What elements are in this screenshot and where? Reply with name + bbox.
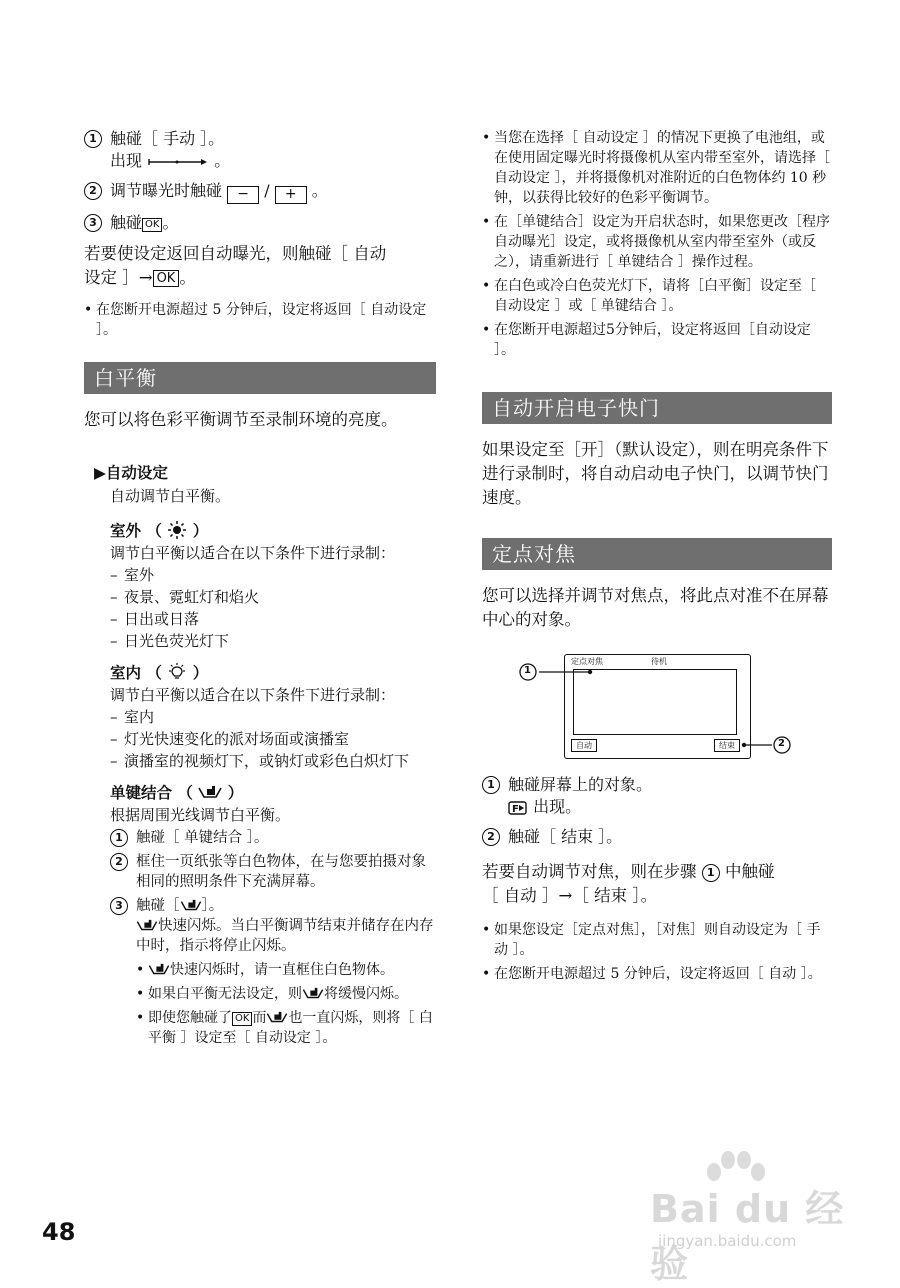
note-bullet: • 在您断开电源超过 5 分钟后，设定将返回［ 自动 ］。 [482,964,832,984]
step-sub-post: 。 [214,151,231,170]
flash-desc [110,916,436,956]
spot-step-1 [482,774,832,818]
one-push-icon [136,919,158,933]
onepush-head [110,782,436,804]
return-text-2: 设定 ］ [84,268,139,287]
wb-suboptions [94,520,436,1048]
spot-return-1: 若要自动调节对焦，则在步骤 [482,862,697,881]
watermark-url: jingyan.baidu.com [658,1232,797,1250]
indoor-label: 室内 （ [110,664,162,682]
spot-text: 您可以选择并调节对焦点，将此点对准不在屏幕中心的对象。 [482,586,829,629]
outdoor-item: – 日出或日落 [110,608,436,630]
step-post: 。 [162,213,179,232]
minus-button-icon: − [227,186,259,204]
section-white-balance: 白平衡 [84,362,436,394]
sub-bullet-pre: 如果白平衡无法设定，则 [148,986,302,1002]
outdoor-head [110,520,436,542]
sub-bullet [136,984,436,1004]
note-bullet: • 在［单键结合］设定为开启状态时，如果您更改［程序自动曝光］设定，或将摄像机从室内带至室外（或反之），请重新进行［ 单键结合 ］操作过程。 [482,212,832,272]
indoor-desc: 调节白平衡以适合在以下条件下进行录制： [110,686,396,704]
note-bullet: • 当您在选择［ 自动设定 ］的情况下更换了电池组，或在使用固定曝光时将摄像机从室内带至室外，请选择［ 自动设定 ］，并将摄像机对准附近的白色物体约 10 秒钟，以获得比较好的色彩平衡调节。 [482,128,832,208]
indoor-item: – 灯光快速变化的派对场面或演播室 [110,728,436,750]
sub-bullet-mid: 而 [252,1010,267,1026]
page-number: 48 [42,1218,76,1246]
baidu-watermark [640,1150,850,1286]
ok-button-icon: OK [142,218,162,232]
svg-text:F: F [512,804,519,815]
screen-status: 待机 [651,657,667,666]
onepush-subbullets [110,960,436,1048]
power-note: • 在您断开电源超过 5 分钟后，设定将返回［ 自动设定 ］。 [84,300,436,340]
one-push-icon [148,963,170,977]
spot-focus-icon [508,801,528,815]
ok-button-icon: OK [232,1012,252,1026]
step-sub-text: 出现 [110,151,143,170]
return-text-post: 。 [179,268,196,287]
sun-icon [167,521,187,539]
one-push-icon [266,1011,288,1025]
step-number: 2 [84,182,102,200]
sub-bullet [136,1008,436,1048]
spot-return-2: 中触碰 [725,862,775,881]
sub-bullet-text: 快速闪烁时，请一直框住白色物体。 [170,962,394,978]
outdoor-desc: 调节白平衡以适合在以下条件下进行录制： [110,544,396,562]
step-text: 触碰屏幕上的对象。 [508,775,653,794]
flash-text: 快速闪烁。当白平衡调节结束并储存在内存中时，指示将停止闪烁。 [136,918,434,954]
step-number: 2 [110,853,128,871]
step-text: 触碰［ 单键结合 ］。 [136,830,269,846]
arrow-right-icon: → [138,268,153,287]
step-text: 框住一页纸张等白色物体，在与您要拍摄对象相同的照明条件下充满屏幕。 [136,854,426,890]
outdoor-label: 室外 （ [110,522,162,540]
one-push-icon [302,987,324,1001]
section-spot-focus: 定点对焦 [482,538,832,570]
auto-button[interactable]: 自动 [571,739,597,752]
auto-setting-desc: 自动调节白平衡。 [110,487,231,505]
indoor-label-end: ） [192,664,209,682]
callout-2: 2 [778,738,785,749]
step-number: 2 [482,828,500,846]
outdoor-label-end: ） [192,522,209,540]
manual-step-2 [84,180,436,204]
spot-focus-diagram [482,654,832,764]
step-text: 触碰 [110,213,143,232]
indoor-head [110,662,436,684]
screen-title: 定点对焦 [571,657,603,666]
step-post: ］。 [201,898,224,914]
ok-button-icon: OK [153,270,180,287]
exposure-slider-icon [147,157,209,167]
step-number: 3 [110,897,128,915]
manual-step-1 [84,128,436,172]
wb-options [84,462,436,1048]
note-bullet: • 在白色或冷白色荧光灯下，请将［白平衡］设定至［ 自动设定 ］或［ 单键结合 ］。 [482,276,832,316]
onepush-desc: 根据周围光线调节白平衡。 [110,806,291,824]
note-bullet: • 如果您设定［定点对焦］，［对焦］则自动设定为［ 手动 ］。 [482,920,832,960]
callout-1: 1 [524,665,531,676]
left-column [84,128,436,1052]
onepush-step-3 [110,896,436,916]
spot-return-3b: ［ 结束 ］。 [572,886,658,905]
spot-step-2 [482,826,832,848]
sub-bullet-post: 将缓慢闪烁。 [324,986,408,1002]
bulb-icon [167,663,187,681]
onepush-step-1 [110,828,436,848]
return-text-1: 若要使设定返回自动曝光，则触碰［ 自动 [84,244,387,263]
step-text: 触碰［ 手动 ］。 [110,129,225,148]
end-button[interactable]: 结束 [714,739,740,752]
shutter-text: 如果设定至［开］（默认设定），则在明亮条件下进行录制时，将自动启动电子快门，以调节快门速度。 [482,440,829,507]
slash-text: / [264,181,270,200]
outdoor-item: – 夜景、霓虹灯和焰火 [110,586,436,608]
step-number: 1 [482,776,500,794]
spot-return [482,860,832,908]
section-auto-shutter: 自动开启电子快门 [482,392,832,424]
sub-bullet [136,960,436,980]
step-text: 调节曝光时触碰 [110,181,223,200]
one-push-icon [180,899,202,913]
plus-button-icon: + [275,186,307,204]
manual-step-3 [84,212,436,234]
step-number: 3 [84,214,102,232]
return-auto-exposure [84,242,436,290]
step-text: 触碰［ [136,898,180,914]
step-number: 1 [110,829,128,847]
right-column [482,128,832,988]
indoor-item: – 演播室的视频灯下，或钠灯或彩色白炽灯下 [110,750,436,772]
one-push-icon [198,785,222,801]
auto-setting-head: ▶自动设定 [94,464,168,482]
step-ref-number: 1 [702,864,720,882]
onepush-label-end: ） [227,784,244,802]
onepush-step-2 [110,852,436,892]
spot-return-3a: ［ 自动 ］ [482,886,559,905]
note-bullet: • 在您断开电源超过5分钟后，设定将返回［自动设定 ］。 [482,320,832,360]
step-sub: 出现。 [533,797,582,816]
watermark-text: Bai du 经验 [650,1187,845,1286]
outdoor-item: – 日光色荧光灯下 [110,630,436,652]
step-text: 触碰［ 结束 ］。 [508,827,623,846]
onepush-label: 单键结合 （ [110,784,193,802]
outdoor-item: – 室外 [110,564,436,586]
indoor-item: – 室内 [110,706,436,728]
step-number: 1 [84,130,102,148]
sub-bullet-post: 也一直闪烁，则将［ 白平衡 ］设定至［ 自动设定 ］。 [148,1010,433,1046]
wb-intro: 您可以将色彩平衡调节至录制环境的亮度。 [84,410,398,429]
step-post: 。 [311,181,328,200]
arrow-right-icon: → [558,886,573,905]
sub-bullet-pre: 即使您触碰了 [148,1010,232,1026]
